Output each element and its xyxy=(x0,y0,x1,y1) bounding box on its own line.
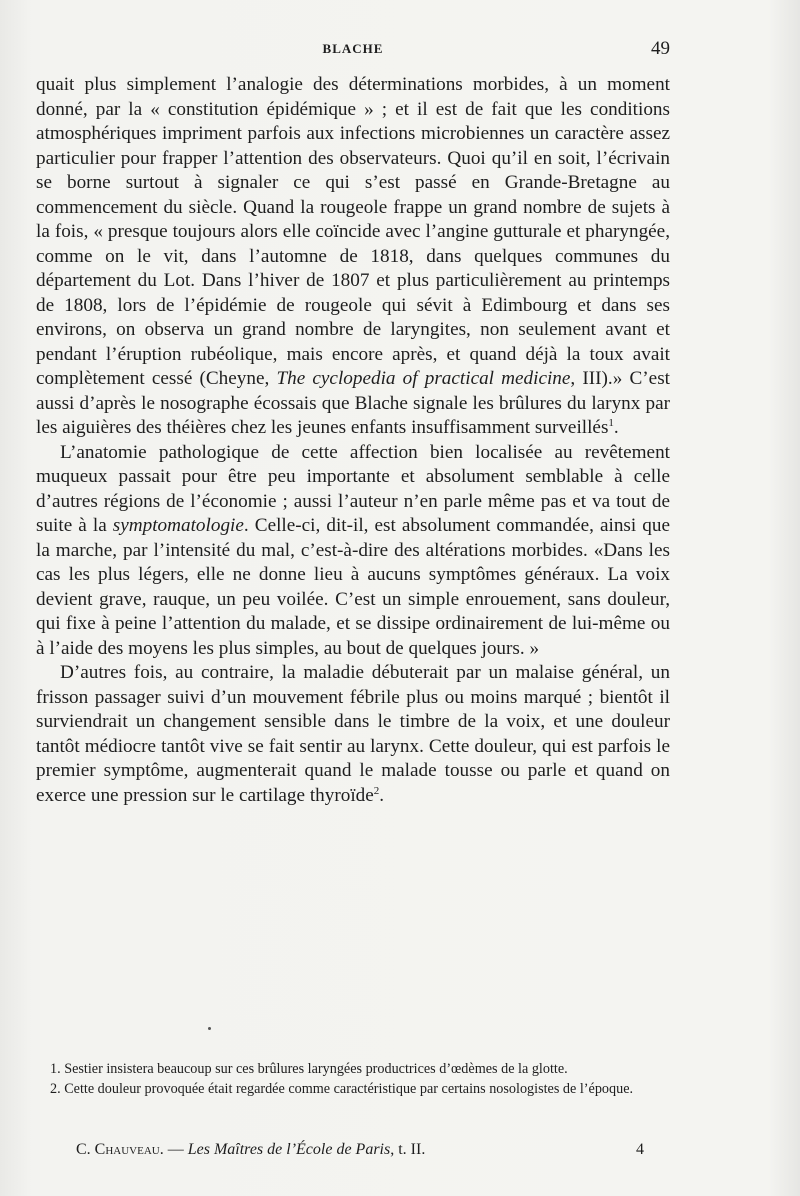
paragraph-2 xyxy=(36,441,670,662)
paragraph-1-italic-title: The cyclopedia of practical medicine xyxy=(276,368,571,389)
paragraph-2-text-b: . Celle-ci, dit-il, est absolument commandée, ainsi que la marche, par l’intensité du mal, c’est-à-dire des altérations morbides. «Dans les cas les plus légers, elle ne donne lieu à aucuns symptômes généraux. La voix devient grave, rauque, un peu voilée. C’est un simple enrouement, sans douleur, qui fixe à peine l’attention du malade, et se dissipe ordinairement de lui-même ou à l’aide des moyens les plus simples, au bout de quelques jours. » xyxy=(36,515,670,659)
signature-title: Les Maîtres de l’École de Paris xyxy=(187,1141,391,1158)
signature-author: C. Chauveau. — xyxy=(76,1141,188,1158)
page-header xyxy=(36,38,670,62)
footnote-2: 2. Cette douleur provoquée était regardée comme caractéristique par certains nosologistes de l’époque. xyxy=(50,1081,634,1097)
paragraph-3-text-a: D’autres fois, au contraire, la maladie débuterait par un malaise général, un frisson passager suivi d’un mouvement fébrile plus ou moins marqué ; bientôt il surviendrait un changement sensible dans le timbre de la voix, et une douleur tantôt médiocre tantôt vive se fait sentir au larynx. Cette douleur, qui est parfois le premier symptôme, augmenterait quand le malade tousse ou parle et quand on exerce une pression sur le cartilage thyroïde xyxy=(36,662,670,806)
footnote-ref-2[interactable]: 2 xyxy=(373,784,380,797)
footnote-1: 1. Sestier insistera beaucoup sur ces brûlures laryngées productrices d’œdèmes de la glotte. xyxy=(50,1061,568,1077)
paragraph-3 xyxy=(36,661,670,808)
paragraph-2-text-a: L’anatomie pathologique de cette affection bien localisée au revêtement muqueux passait pour être peu importante et absolument semblable à celle d’autres régions de l’économie ; aussi l’auteur n’en parle même pas et va tout de suite à la xyxy=(36,441,670,536)
paragraph-1-text-c: . xyxy=(613,417,619,438)
page-number: 49 xyxy=(651,38,670,59)
signature-credit xyxy=(76,1141,425,1159)
body-text xyxy=(36,73,670,808)
footnote-ref-1[interactable]: 1 xyxy=(608,417,614,429)
paragraph-2-italic-term: symptomatologie xyxy=(112,515,244,536)
footnotes xyxy=(36,1059,670,1099)
paragraph-3-text-c: . xyxy=(379,784,385,806)
signature-line xyxy=(76,1141,644,1165)
paragraph-1 xyxy=(36,73,670,441)
paragraph-1-text-b: , III).» C’est aussi d’après le nosographe écossais que Blache signale les brûlures du larynx par les aiguières des théières chez les jeunes enfants insuffisamment surveillés xyxy=(36,368,670,438)
running-head: BLACHE xyxy=(322,41,384,56)
paragraph-1-text-a: quait plus simplement l’analogie des déterminations morbides, à un moment donné, par la « constitution épidémique » ; et il est de fait que les conditions atmosphériques impriment parfois aux infections microbiennes un caractère assez particulier pour frapper l’attention des observateurs. Quoi qu’il en soit, l’écrivain se borne surtout à signaler ce qui s’est passé en Grande-Bretagne au commencement du siècle. Quand la rougeole frappe un grand nombre de sujets à la fois, « presque toujours alors elle coïncide avec l’angine gutturale et pharyngée, comme on le vit, dans l’automne de 1818, dans quelques communes du département du Lot. Dans l’hiver de 1807 et plus particulièrement au printemps de 1808, lors de l’épidémie de rougeole qui sévit à Edimbourg et dans ses environs, on observa un grand nombre de laryngites, non seulement avant et pendant l’éruption rubéolique, mais encore après, et quand déjà la toux avait complètement cessé (Cheyne, xyxy=(36,74,670,389)
signature-volume: , t. II. xyxy=(390,1141,426,1158)
signature-sheet-number: 4 xyxy=(636,1141,644,1158)
ink-speck xyxy=(208,1027,211,1030)
